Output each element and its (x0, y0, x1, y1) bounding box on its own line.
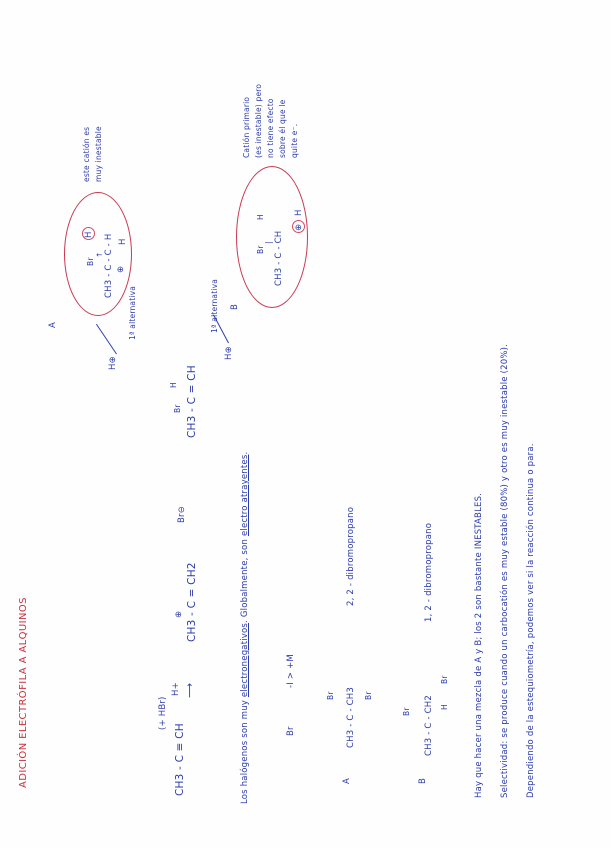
conclusion-line-1: Hay que hacer una mezcla de A y B; los 2 son bastante INESTABLES. (474, 492, 484, 798)
path-b-highlight-oval (236, 166, 308, 308)
halogen-middle: . Globalmente, son (240, 536, 250, 623)
path-b-tick: | (264, 241, 273, 244)
path-a-br: Br (86, 257, 95, 266)
product-b-br-top: Br (402, 707, 411, 716)
path-a-charge: ⊕ (116, 265, 126, 273)
vinyl-bromide-formula: CH3 - C = CH (186, 365, 198, 438)
reagent-hbr: (+ HBr) (158, 696, 168, 730)
conclusion-line-3: Dependiendo de la estequiometría, podemos ver si la reacción continua o para. (526, 443, 536, 798)
halogen-statement (240, 452, 250, 804)
path-a-alt-label: 1ª alternativa (128, 285, 137, 340)
carbocation-formula: CH3 - C = CH2 (186, 562, 198, 642)
path-b-h-top: H (256, 214, 265, 220)
product-a-name: 2, 2 - dibromopropano (346, 506, 356, 606)
path-a-h-top: H (84, 231, 94, 238)
conclusion-line-2: Selectividad: se produce cuando un carbocatión es muy estable (80%) y otro es muy inestable (20%). (500, 343, 510, 798)
path-b-note-line-2: (es inestable) pero (254, 83, 263, 158)
product-br: Br (173, 404, 182, 413)
halogen-effect: -I > +M (286, 654, 296, 688)
path-a-h-circle (82, 227, 95, 240)
halogen-electronegativos: electronegativos (240, 622, 250, 698)
reactant-alkyne: CH3 - C ≡ CH (174, 723, 186, 796)
carbocation-charge: ⊕ (174, 610, 184, 618)
halogen-br: Br (286, 726, 296, 736)
halogen-suffix: . (240, 451, 250, 455)
path-a-h-bottom: H (118, 238, 128, 245)
path-b-br: Br (256, 245, 265, 254)
product-h: H (169, 382, 178, 388)
path-a-note-line-2: muy inestable (94, 126, 103, 182)
path-b-charge-circle (292, 220, 305, 233)
path-b-charge: ⊕ (294, 223, 304, 231)
path-b-reagent: H⊕ (224, 346, 234, 360)
halogen-electro-atrayentes: electro atrayentes (240, 454, 250, 537)
product-b-formula: CH3 - C - CH2 (424, 695, 434, 756)
path-b-formula: CH3 - C - CH (274, 230, 284, 286)
path-b-letter: B (230, 303, 240, 310)
path-b-h-bottom: H (294, 209, 304, 216)
path-a-formula: CH3 - C - C - H (104, 233, 114, 298)
path-a-arrow-up: ↑ (95, 251, 104, 258)
page-title: ADICIÓN ELECTRÓFILA A ALQUINOS (18, 597, 29, 788)
bromide-ion: Br⊖ (177, 505, 187, 523)
product-b-name: 1, 2 - dibromopropano (424, 522, 434, 622)
path-b-note-line-5: quite e⁻. (290, 123, 299, 158)
product-a-formula: CH3 - C - CH3 (346, 687, 356, 748)
product-b-letter: B (418, 777, 428, 784)
proton-label: H+ (171, 682, 181, 696)
path-b-alt-label: 1ª alternativa (210, 278, 219, 333)
product-a-br-bottom: Br (364, 691, 373, 700)
path-a-note-line-1: este catión es (82, 126, 91, 182)
path-b-note-line-3: no tiene efecto (266, 98, 275, 158)
path-a-arrow (96, 324, 117, 354)
product-b-h: H (440, 704, 449, 710)
product-a-letter: A (342, 777, 352, 784)
path-a-letter: A (48, 321, 58, 328)
path-b-note-line-1: Catión primario (242, 96, 251, 158)
path-b-note-line-4: sobre él que le (278, 99, 287, 158)
product-b-br-bottom: Br (440, 675, 449, 684)
product-a-br-top: Br (326, 691, 335, 700)
halogen-prefix: Los halógenos son muy (240, 697, 250, 804)
reaction-arrow: ⟶ (184, 682, 196, 698)
path-a-reagent: H⊕ (108, 356, 118, 370)
